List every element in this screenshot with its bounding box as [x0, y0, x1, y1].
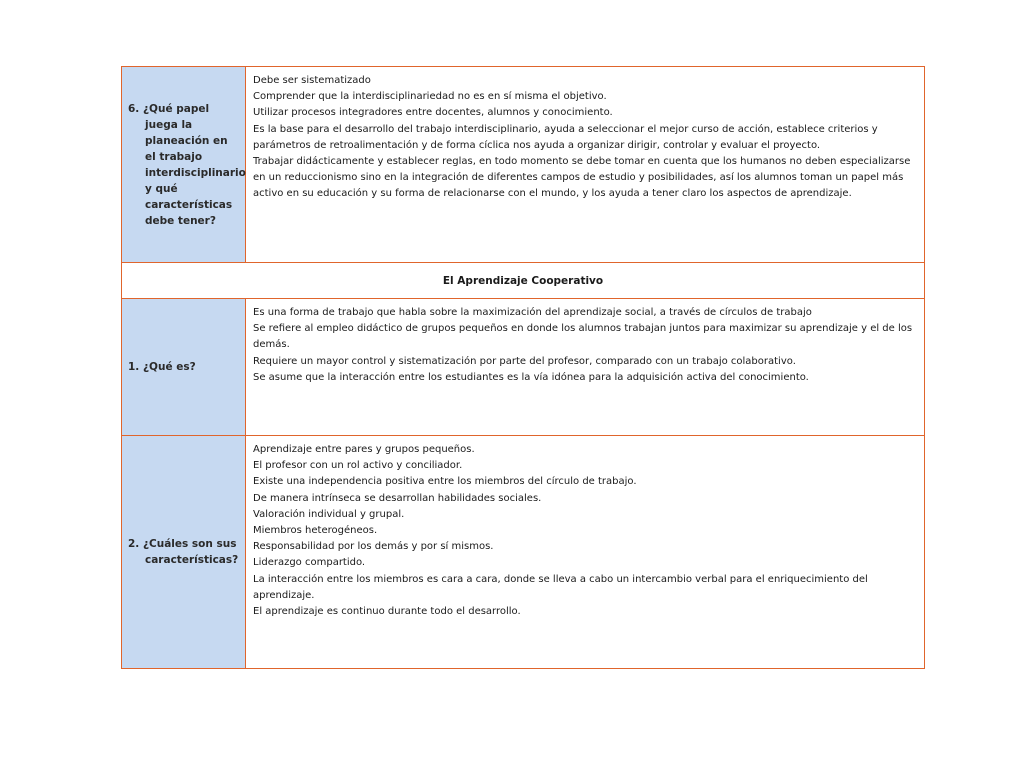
answer-line: El profesor con un rol activo y conciliador. [253, 460, 463, 472]
table-row [122, 67, 925, 263]
section-row [122, 263, 925, 299]
answer-line: Debe ser sistematizado [253, 75, 371, 86]
answer-line: Valoración individual y grupal. [253, 508, 405, 520]
question-cell [122, 67, 246, 263]
question-text: 6. ¿Qué papel juega la planeación en el trabajo interdisciplinario y qué características debe tener? [128, 102, 246, 227]
answer-line: Miembros heterogéneos. [253, 525, 378, 537]
question-text: 1. ¿Qué es? [128, 361, 196, 373]
answer-cell [246, 436, 925, 669]
answer-line: Trabajar didácticamente y establecer reglas, en todo momento se debe tomar en cuenta que los humanos no deben especializarse en un reduccionismo sino en la integración de diferentes campos de estudio y posibilidades, así los alumnos toman un papel más activo en su educación y su forma de relacionarse con el mundo, y los ayuda a tener claro los aspectos de aprendizaje. [253, 156, 911, 200]
answer-line: Aprendizaje entre pares y grupos pequeños. [253, 444, 475, 455]
answer-cell [246, 299, 925, 436]
answer-cell [246, 67, 925, 263]
answer-line: Liderazgo compartido. [253, 557, 366, 569]
answer-line: De manera intrínseca se desarrollan habilidades sociales. [253, 492, 542, 504]
answer-line: El aprendizaje es continuo durante todo el desarrollo. [253, 606, 521, 618]
question-text: 2. ¿Cuáles son sus características? [128, 538, 239, 566]
answer-line: Responsabilidad por los demás y por sí mismos. [253, 541, 494, 553]
answer-line: Existe una independencia positiva entre los miembros del círculo de trabajo. [253, 476, 637, 488]
answer-line: La interacción entre los miembros es cara a cara, donde se lleva a cabo un intercambio verbal para el enriquecimiento del aprendizaje. [253, 573, 868, 601]
content-table [121, 66, 925, 669]
answer-line: Requiere un mayor control y sistematización por parte del profesor, comparado con un trabajo colaborativo. [253, 355, 796, 367]
answer-line: Se asume que la interacción entre los estudiantes es la vía idónea para la adquisición activa del conocimiento. [253, 371, 809, 383]
answer-line: Es una forma de trabajo que habla sobre la maximización del aprendizaje social, a través de círculos de trabajo [253, 307, 812, 318]
answer-line: Se refiere al empleo didáctico de grupos pequeños en donde los alumnos trabajan juntos para maximizar su aprendizaje y el de los demás. [253, 323, 913, 351]
section-title: El Aprendizaje Cooperativo [122, 263, 925, 299]
answer-line: Comprender que la interdisciplinariedad no es en sí misma el objetivo. [253, 91, 607, 103]
question-cell [122, 436, 246, 669]
answer-line: Utilizar procesos integradores entre docentes, alumnos y conocimiento. [253, 107, 613, 119]
answer-line: Es la base para el desarrollo del trabajo interdisciplinario, ayuda a seleccionar el mejor curso de acción, establece criterios y parámetros de retroalimentación y de forma cíclica nos ayuda a organizar dirigir, controlar y evaluar el proyecto. [253, 123, 878, 151]
table-row [122, 299, 925, 436]
table-row [122, 436, 925, 669]
question-cell [122, 299, 246, 436]
